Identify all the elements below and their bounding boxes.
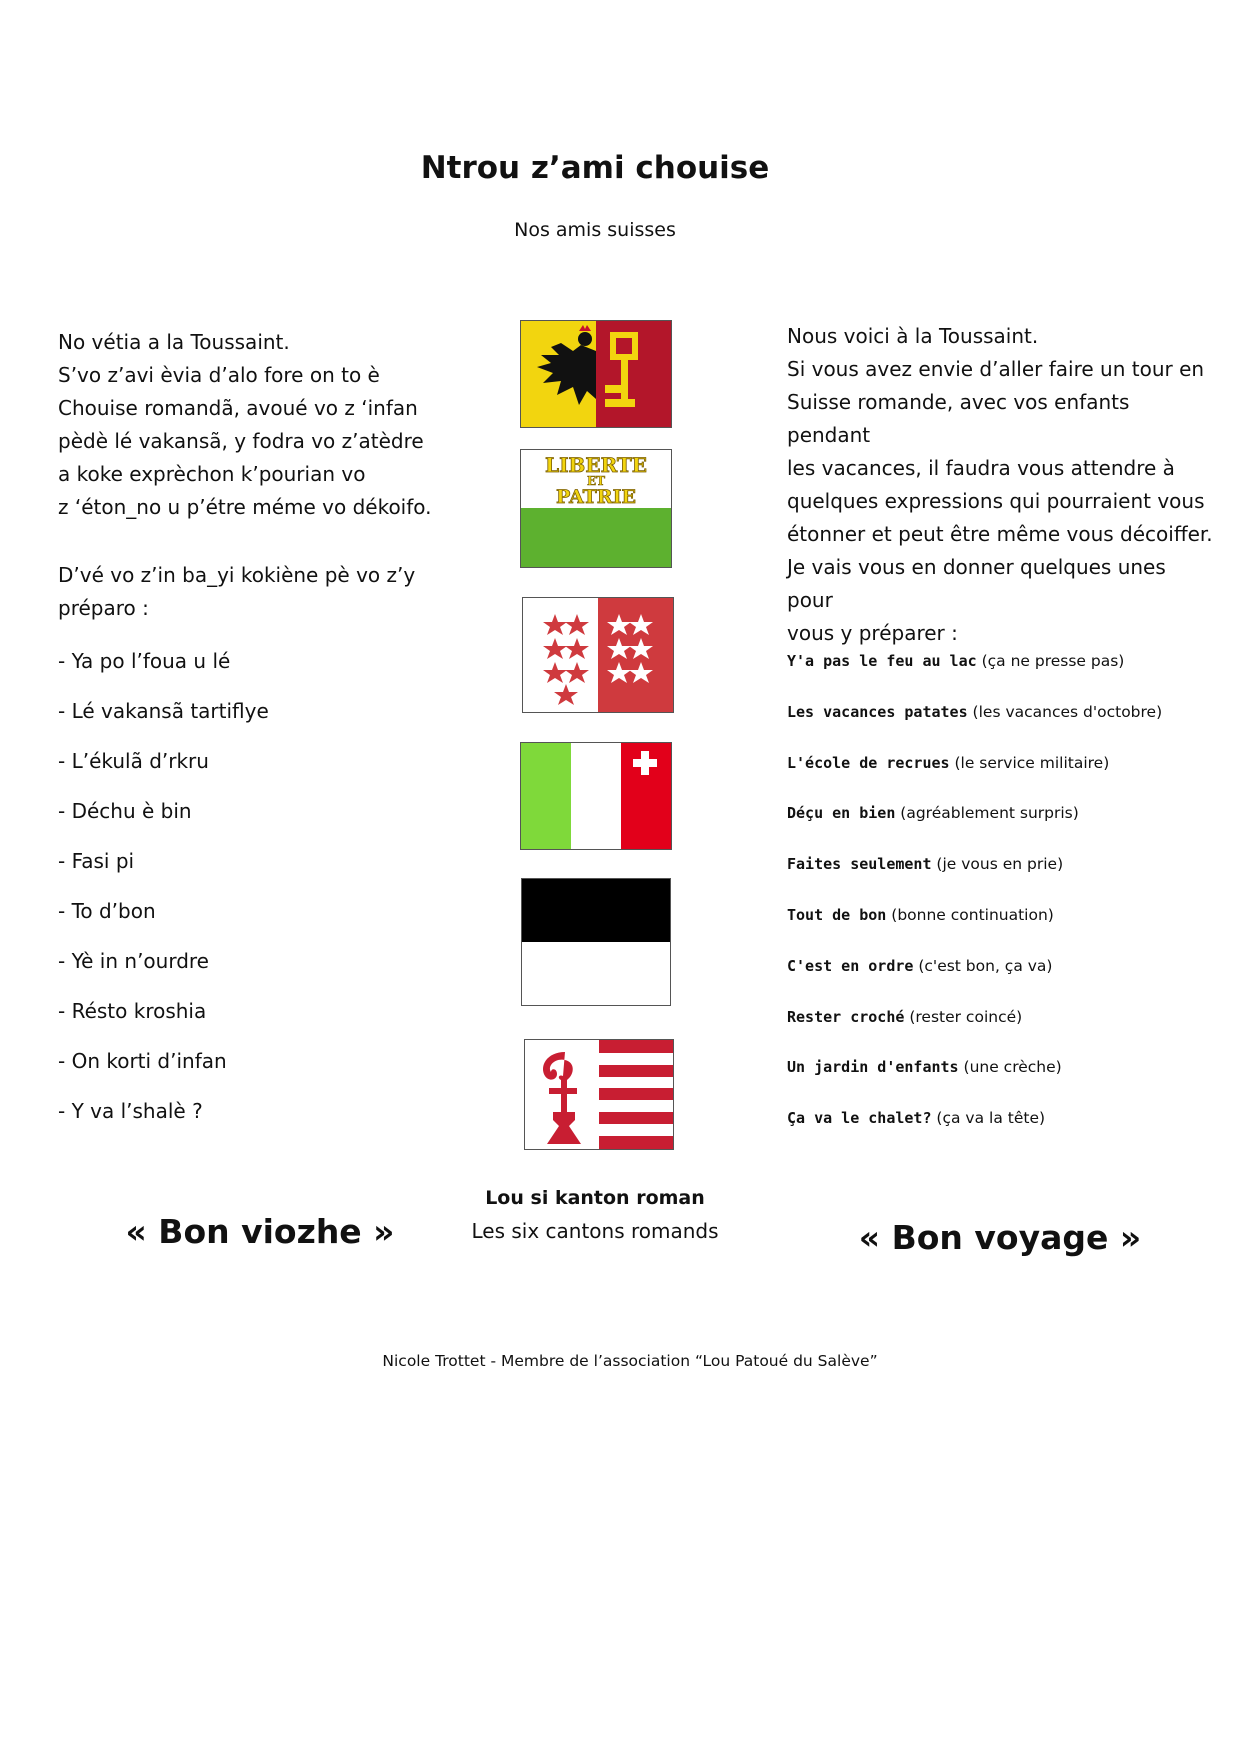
page-subtitle: Nos amis suisses xyxy=(514,219,676,241)
neuchatel-green-band xyxy=(521,743,571,849)
neuchatel-flag xyxy=(520,742,672,850)
expression: Y'a pas le feu au lac xyxy=(787,652,977,670)
list-item xyxy=(787,955,1227,1006)
french-prep xyxy=(787,551,1217,650)
meaning: (rester coincé) xyxy=(904,1007,1023,1026)
list-item xyxy=(787,904,1227,955)
expression: Déçu en bien xyxy=(787,804,896,823)
farewell-patois: « Bon viozhe » xyxy=(125,1212,395,1251)
meaning: (c'est bon, ça va) xyxy=(913,956,1053,975)
list-item xyxy=(787,752,1227,803)
vaud-motto-line3: PATRIE xyxy=(556,486,636,508)
vaud-flag xyxy=(520,449,672,568)
meaning: (agréablement surpris) xyxy=(895,804,1079,823)
patois-intro xyxy=(58,326,458,524)
patois-prep xyxy=(58,559,458,625)
expression: Tout de bon xyxy=(787,905,887,924)
meaning: (ça va la tête) xyxy=(931,1109,1046,1128)
french-prep-text: Je vais vous en donner quelques unes pour vous y préparer : xyxy=(787,555,1166,645)
geneva-flag xyxy=(520,320,672,428)
fribourg-white-band xyxy=(522,942,670,1005)
flags-caption-patois: Lou si kanton roman xyxy=(485,1187,705,1209)
meaning: (ça ne presse pas) xyxy=(976,652,1125,670)
french-intro xyxy=(787,320,1217,551)
meaning: (je vous en prie) xyxy=(931,855,1064,874)
vaud-green-field xyxy=(521,508,671,567)
list-item: - Déchu è bin xyxy=(58,799,192,823)
meaning: (une crèche) xyxy=(958,1058,1062,1077)
meaning: (le service militaire) xyxy=(949,753,1110,772)
list-item: - On korti d’infan xyxy=(58,1049,227,1073)
footer-credit: Nicole Trottet - Membre de l’association “Lou Patoué du Salève” xyxy=(382,1352,878,1370)
valais-flag xyxy=(522,597,674,713)
vaud-motto-line1: LIBERTE xyxy=(545,453,647,477)
expression: Les vacances patates xyxy=(787,702,968,721)
patois-prep-text: D’vé vo z’in ba_yi kokiène pè vo z’y préparo : xyxy=(58,563,416,620)
list-item: - Ya po l’foua u lé xyxy=(58,649,231,673)
list-item xyxy=(787,1006,1227,1057)
expression: Ça va le chalet? xyxy=(787,1109,932,1128)
expression: L'école de recrues xyxy=(787,753,950,772)
meaning: (bonne continuation) xyxy=(886,905,1054,924)
list-item: - Y va l’shalè ? xyxy=(58,1099,203,1123)
jura-flag xyxy=(524,1039,674,1150)
fribourg-black-band xyxy=(522,879,670,942)
list-item: - Résto kroshia xyxy=(58,999,207,1023)
french-intro-text: Nous voici à la Toussaint. Si vous avez envie d’aller faire un tour en Suisse romande, avec vos enfants pendant les vacances, il faudra vous attendre à quelques expressions qui pourraient vous étonner et peut être même vous décoiffer. xyxy=(787,324,1213,546)
list-item: - Yè in n’ourdre xyxy=(58,949,209,973)
french-expression-list xyxy=(787,650,1227,1158)
patois-expression-list xyxy=(58,647,458,1147)
list-item: - Fasi pi xyxy=(58,849,135,873)
list-item xyxy=(787,650,1227,701)
list-item: - To d’bon xyxy=(58,899,156,923)
list-item: - L’ékulã d’rkru xyxy=(58,749,209,773)
meaning: (les vacances d'octobre) xyxy=(967,702,1163,721)
fribourg-flag xyxy=(521,878,671,1006)
list-item xyxy=(787,1056,1227,1107)
list-item xyxy=(787,802,1227,853)
expression: Rester croché xyxy=(787,1007,905,1026)
patois-intro-text: No vétia a la Toussaint. S’vo z’avi èvia d’alo fore on to è Chouise romandã, avoué vo z ‘infan pèdè lé vakansã, y fodra vo z’atèdre a koke exprèchon k’pourian vo z ‘éton_no u p’étre méme vo dékoifo. xyxy=(58,330,432,519)
expression: Un jardin d'enfants xyxy=(787,1058,959,1077)
vaud-motto-line2: ET xyxy=(586,474,606,488)
page-title: Ntrou z’ami chouise xyxy=(420,150,770,186)
list-item: - Lé vakansã tartiflye xyxy=(58,699,269,723)
expression: C'est en ordre xyxy=(787,956,914,975)
list-item xyxy=(787,853,1227,904)
flags-caption-french: Les six cantons romands xyxy=(471,1219,719,1243)
farewell-french: « Bon voyage » xyxy=(858,1218,1142,1257)
list-item xyxy=(787,701,1227,752)
list-item xyxy=(787,1107,1227,1158)
expression: Faites seulement xyxy=(787,855,932,874)
